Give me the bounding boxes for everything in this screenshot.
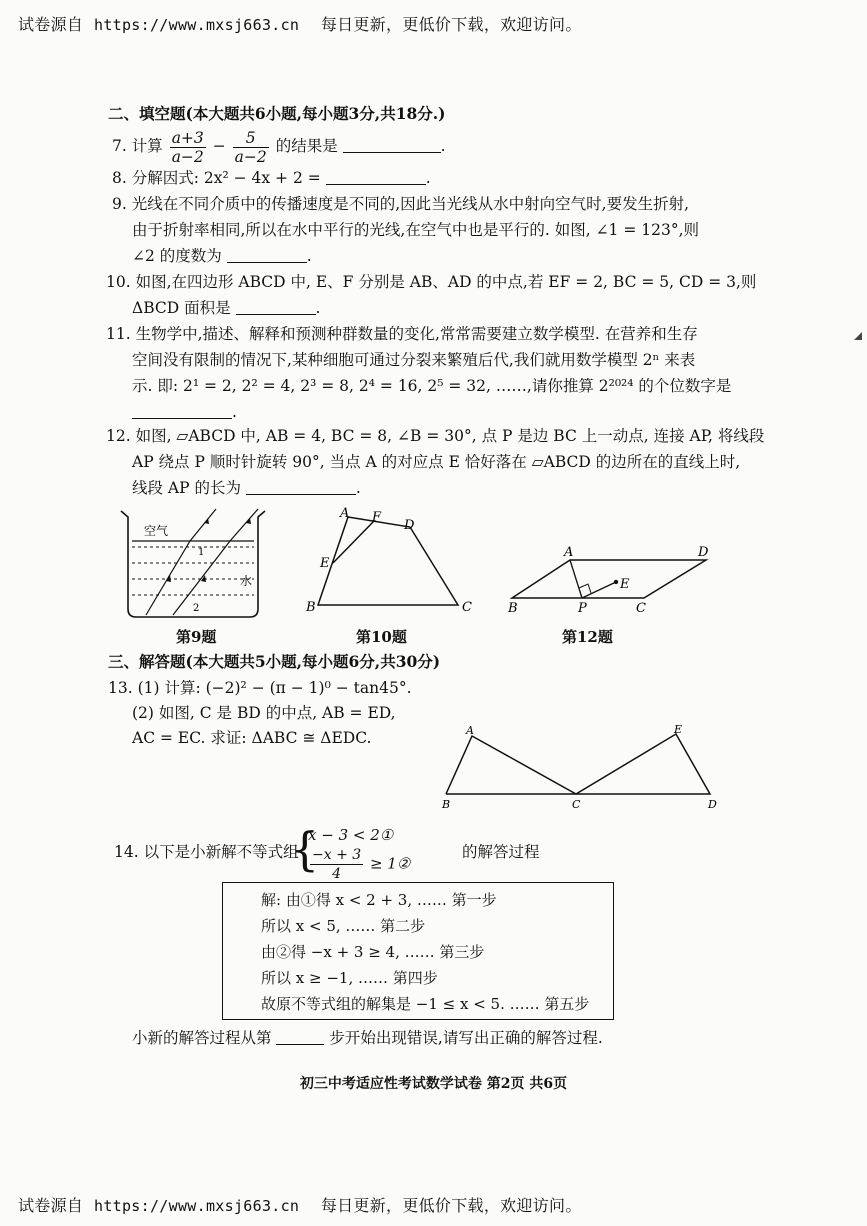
- q8-answer-blank[interactable]: [326, 168, 426, 185]
- q14-brace: {: [290, 822, 320, 876]
- page-footer: 初三中考适应性考试数学试卷 第2页 共6页: [299, 1076, 568, 1092]
- q14-step-5: 故原不等式组的解集是 −1 ≤ x < 5. …… 第五步: [261, 995, 590, 1013]
- fig10-label-A: A: [340, 506, 350, 521]
- fig10-label-B: B: [306, 600, 316, 615]
- q7-fraction-2: [233, 129, 269, 166]
- q12-answer-blank[interactable]: [246, 478, 356, 495]
- figure-9-beaker: [118, 505, 278, 625]
- q14-step-3: 由②得 −x + 3 ≥ 4, …… 第三步: [261, 943, 485, 961]
- q12-line-1: 12. 如图, ▱ABCD 中, AB = 4, BC = 8, ∠B = 30°, 点 P 是边 BC 上一动点, 连接 AP, 将线段: [106, 427, 765, 445]
- q10-line-2-text: ΔBCD 面积是: [132, 299, 231, 317]
- q7-frac2-numerator: 5: [233, 129, 269, 148]
- q14-inequality-1: x − 3 < 2①: [308, 826, 394, 844]
- fig9-caption: 第9题: [176, 628, 217, 646]
- q9-line-2: 由于折射率相同,所以在水中平行的光线,在空气中也是平行的. 如图, ∠1 = 123°,则: [132, 221, 700, 239]
- q11-end: .: [232, 403, 237, 421]
- q14-pre: 14. 以下是小新解不等式组: [114, 843, 299, 861]
- banner-bottom-url[interactable]: https://www.mxsj663.cn: [93, 1197, 300, 1215]
- q11-line-3: 示. 即: 2¹ = 2, 2² = 4, 2³ = 8, 2⁴ = 16, 2⁵ = 32, ……,请你推算 2²⁰²⁴ 的个位数字是: [132, 377, 732, 395]
- q13-part-1: 13. (1) 计算: (−2)² − (π − 1)⁰ − tan45°.: [108, 679, 412, 697]
- fig9-angle-2-label: 2: [193, 603, 200, 614]
- q14-step-blank[interactable]: [276, 1028, 324, 1045]
- q13-part-2-line-2: AC = EC. 求证: ΔABC ≅ ΔEDC.: [132, 729, 372, 747]
- q9-line-3-text: ∠2 的度数为: [132, 247, 222, 265]
- question-7: [112, 128, 446, 166]
- fig12-caption: 第12题: [562, 628, 613, 646]
- q9-answer-blank[interactable]: [227, 246, 307, 263]
- fig10-label-C: C: [462, 600, 472, 615]
- q7-frac1-denominator: a−2: [171, 147, 204, 166]
- q14-ask: [132, 1028, 603, 1048]
- q14-post: 的解答过程: [462, 843, 540, 861]
- q8-text: 8. 分解因式: 2x² − 4x + 2 =: [112, 169, 321, 187]
- q11-answer-blank[interactable]: [132, 402, 232, 419]
- question-8: [112, 168, 431, 188]
- fig12-label-P: P: [578, 601, 587, 616]
- q14-step-2: 所以 x < 5, …… 第二步: [261, 917, 426, 935]
- q7-frac1-numerator: a+3: [171, 128, 204, 147]
- fig13-label-E: E: [674, 723, 683, 736]
- q14-ineq2-fraction: [310, 846, 363, 883]
- q13-part-2-line-1: (2) 如图, C 是 BD 的中点, AB = ED,: [132, 704, 396, 722]
- q10-line-1: 10. 如图,在四边形 ABCD 中, E、F 分别是 AB、AD 的中点,若 EF = 2, BC = 5, CD = 3,则: [106, 273, 757, 291]
- q14-ineq2-denominator: 4: [332, 866, 342, 882]
- q14-ineq2-numerator: −x + 3: [312, 847, 362, 863]
- fig12-label-B: B: [508, 601, 518, 616]
- figure-10-quadrilateral: [300, 505, 480, 620]
- watermark-banner-top: [18, 12, 582, 35]
- fig12-label-D: D: [698, 545, 709, 560]
- q10-answer-blank[interactable]: [236, 298, 316, 315]
- banner-slogan: 每日更新，更低价下载，欢迎访问。: [320, 15, 582, 34]
- banner-site-name: 试卷源自: [18, 15, 84, 34]
- q12-line-3-text: 线段 AP 的长为: [132, 479, 241, 497]
- fig13-label-B: B: [442, 798, 451, 811]
- q9-line-3: [132, 246, 312, 266]
- q14-ineq2-rest: ≥ 1②: [369, 854, 411, 873]
- figure-12-parallelogram: [504, 540, 724, 620]
- fig12-label-E: E: [620, 577, 630, 592]
- fig9-air-label: 空气: [144, 524, 169, 538]
- fig9-angle-1-label: 1: [198, 547, 205, 558]
- q14-step-1: 解: 由①得 x < 2 + 3, …… 第一步: [261, 891, 497, 909]
- q14-ask-post: 步开始出现错误,请写出正确的解答过程.: [329, 1029, 603, 1047]
- q12-line-3: [132, 478, 361, 498]
- q7-frac2-denominator: a−2: [234, 147, 267, 166]
- q10-end: .: [315, 299, 321, 317]
- fig10-label-F: F: [372, 510, 382, 525]
- fig9-water-label: 水: [240, 574, 253, 588]
- q14-solution-box: [222, 882, 614, 1020]
- section3-header: 三、解答题(本大题共5小题,每小题6分,共30分): [108, 652, 441, 671]
- section2-header: 二、填空题(本大题共6小题,每小题3分,共18分.): [108, 104, 446, 123]
- q7-number: 7.: [112, 137, 127, 155]
- fig10-label-D: D: [404, 518, 415, 533]
- fig10-label-E: E: [320, 556, 330, 571]
- fig13-label-A: A: [466, 724, 474, 737]
- q12-end: .: [355, 479, 361, 497]
- q14-step-4: 所以 x ≥ −1, …… 第四步: [261, 969, 438, 987]
- fig13-label-D: D: [708, 798, 717, 811]
- q7-fraction-1: [170, 129, 206, 166]
- q7-minus: −: [212, 137, 226, 155]
- fig10-caption: 第10题: [356, 628, 407, 646]
- figure-13-triangles: [436, 722, 726, 814]
- q11-line-4: [132, 402, 237, 422]
- q10-line-2: [132, 298, 320, 318]
- page-edge-mark: [853, 330, 863, 342]
- q7-answer-blank[interactable]: [343, 136, 441, 153]
- q12-line-2: AP 绕点 P 顺时针旋转 90°, 当点 A 的对应点 E 恰好落在 ▱ABCD 的边所在的直线上时,: [132, 453, 741, 471]
- q8-end: .: [425, 169, 431, 187]
- q7-post: 的结果是: [275, 137, 338, 155]
- q9-end: .: [306, 247, 312, 265]
- banner-bottom-slogan: 每日更新，更低价下载，欢迎访问。: [320, 1196, 582, 1215]
- banner-url[interactable]: https://www.mxsj663.cn: [93, 16, 300, 34]
- q7-pre: 计算: [131, 137, 163, 155]
- q11-line-2: 空间没有限制的情况下,某种细胞可通过分裂来繁殖后代,我们就用数学模型 2ⁿ 来表: [132, 351, 696, 369]
- fig13-label-C: C: [572, 798, 581, 811]
- fig12-label-C: C: [636, 601, 646, 616]
- q11-line-1: 11. 生物学中,描述、解释和预测种群数量的变化,常常需要建立数学模型. 在营养和生存: [106, 325, 698, 343]
- q14-inequality-2: [308, 846, 410, 883]
- banner-bottom-site-name: 试卷源自: [18, 1196, 84, 1215]
- q14-ask-pre: 小新的解答过程从第: [132, 1029, 272, 1047]
- q9-line-1: 9. 光线在不同介质中的传播速度是不同的,因此当光线从水中射向空气时,要发生折射,: [112, 195, 689, 213]
- fig12-label-A: A: [564, 545, 574, 560]
- watermark-banner-bottom: [18, 1193, 582, 1216]
- q7-end: .: [440, 137, 446, 155]
